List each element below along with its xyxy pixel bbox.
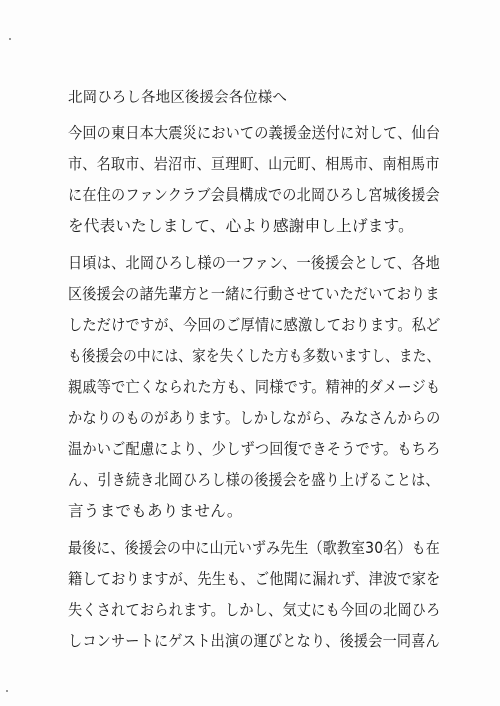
text-line: を代表いたしまして、心より感謝申し上げます。 [68,217,414,235]
text-line: に在住のファンクラブ会員構成での北岡ひろし宮城後援会 [68,186,440,204]
letter-body [68,86,440,663]
text-line: 区後援会の諸先輩方と一緒に行動させていただいておりま [68,285,440,303]
scan-speck [9,38,11,40]
text-line: 市、名取市、岩沼市、亘理町、山元町、相馬市、南相馬市 [68,155,440,173]
text-line: 温かいご配慮により、少しずつ回復できそうです。もちろ [68,440,441,458]
text-line: 親戚等で亡くなられた方も、同様です。精神的ダメージも [68,378,441,396]
text-line: 今回の東日本大震災においての義援金送付に対して、仙台 [68,124,441,142]
text-line: 籍しておりますが、先生も、ご他聞に漏れず、津波で家を [68,570,441,588]
paragraph-closing [68,533,440,657]
text-line: しただけですが、今回のご厚情に感激しております。私ど [68,316,441,334]
text-line: ん、引き続き北岡ひろし様の後援会を盛り上げることは、 [68,471,440,489]
scan-speck [6,690,8,692]
text-line: 言うまでもありません。 [68,502,243,520]
text-line: も後援会の中には、家を失くした方も多数いますし、また、 [68,347,441,365]
text-line: 最後に、後援会の中に山元いずみ先生（歌教室30名）も在 [68,539,440,557]
salutation-line: 北岡ひろし各地区後援会各位様へ [68,90,287,106]
paragraph-thanks [68,118,440,242]
paragraph-situation [68,248,440,527]
text-line: 日頃は、北岡ひろし様の一ファン、一後援会として、各地 [68,254,440,272]
text-line: かなりのものがあります。しかしながら、みなさんからの [68,409,441,427]
text-line: 失くされておられます。しかし、気丈にも今回の北岡ひろ [68,601,441,619]
text-line: しコンサートにゲスト出演の運びとなり、後援会一同喜ん [68,632,440,650]
